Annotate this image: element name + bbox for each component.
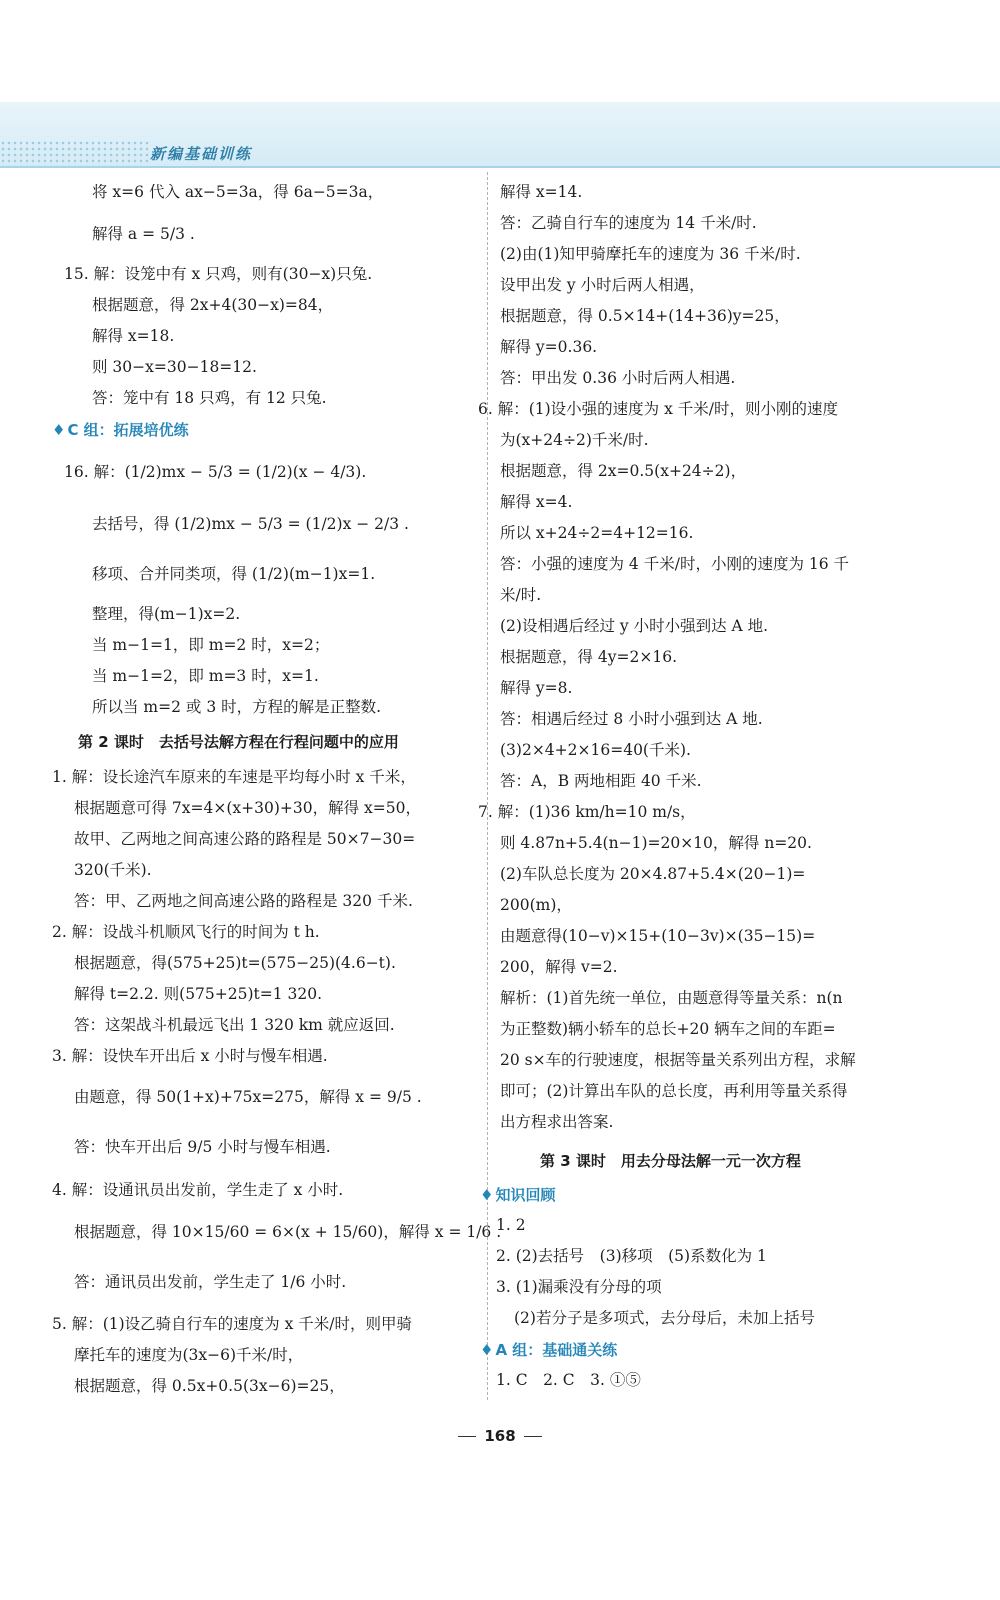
right-line: 出方程求出答案. [500,1113,614,1131]
right-line: 解得 x=4. [500,493,573,511]
right-line: 解得 x=14. [500,183,583,201]
right-line: 答：A，B 两地相距 40 千米. [500,772,702,790]
left-line: 摩托车的速度为(3x−6)千米/时， [74,1346,304,1364]
right-line: 米/时. [500,586,542,604]
left-line: 4. 解：设通讯员出发前，学生走了 x 小时. [52,1181,344,1199]
left-line: 当 m−1=2，即 m=3 时，x=1. [92,667,319,685]
right-line: 6. 解：(1)设小强的速度为 x 千米/时，则小刚的速度 [478,400,838,418]
right-line: 解得 y=0.36. [500,338,598,356]
right-line: 根据题意，得 2x=0.5(x+24÷2)， [500,462,747,480]
header-rule [0,166,1000,168]
left-line: 320(千米). [74,861,152,879]
left-line: 答：笼中有 18 只鸡，有 12 只兔. [92,389,327,407]
left-line: 则 30−x=30−18=12. [92,358,257,376]
right-line: 200(m)， [500,896,572,914]
right-line: 根据题意，得 4y=2×16. [500,648,678,666]
section-heading-review: ♦ 知识回顾 [480,1186,556,1204]
page-number [445,1427,555,1445]
lesson-heading-3: 第 3 课时 用去分母法解一元一次方程 [540,1152,801,1170]
section-heading-a: ♦ A 组：基础通关练 [480,1341,618,1359]
diamond-icon: ♦ [52,421,66,439]
right-line: 为(x+24÷2)千米/时. [500,431,649,449]
right-line: 答：甲出发 0.36 小时后两人相遇. [500,369,736,387]
right-line: 则 4.87n+5.4(n−1)=20×10，解得 n=20. [500,834,812,852]
right-line: 为正整数)辆小轿车的总长+20 辆车之间的车距= [500,1020,836,1038]
left-line: 整理，得(m−1)x=2. [92,605,241,623]
left-line: 答：甲、乙两地之间高速公路的路程是 320 千米. [74,892,413,910]
right-line: 根据题意，得 0.5×14+(14+36)y=25， [500,307,790,325]
left-line: 解得 x=18. [92,327,175,345]
right-line: 答：相遇后经过 8 小时小强到达 A 地. [500,710,763,728]
right-line: 即可；(2)计算出车队的总长度，再利用等量关系得 [500,1082,848,1100]
right-line: 解析：(1)首先统一单位，由题意得等量关系：n(n [500,989,843,1007]
left-line: 根据题意，得 10×15/60 = 6×(x + 15/60)，解得 x = 1/6 . [74,1223,502,1241]
right-line: 1. C 2. C 3. ①⑤ [496,1371,641,1389]
left-line: 根据题意，得 0.5x+0.5(3x−6)=25， [74,1377,345,1395]
diamond-icon: ♦ [480,1186,494,1204]
left-line: 5. 解：(1)设乙骑自行车的速度为 x 千米/时，则甲骑 [52,1315,412,1333]
header-dot-pattern [0,140,150,166]
left-line: 所以当 m=2 或 3 时，方程的解是正整数. [92,698,382,716]
left-line: 由题意，得 50(1+x)+75x=275，解得 x = 9/5 . [74,1088,422,1106]
right-line: 1. 2 [496,1216,526,1234]
left-line: 答：这架战斗机最远飞出 1 320 km 就应返回. [74,1016,395,1034]
left-line: 1. 解：设长途汽车原来的车速是平均每小时 x 千米， [52,768,416,786]
right-line: 解得 y=8. [500,679,573,697]
right-line: 200，解得 v=2. [500,958,618,976]
left-line: 2. 解：设战斗机顺风飞行的时间为 t h. [52,923,320,941]
left-line: 故甲、乙两地之间高速公路的路程是 50×7−30= [74,830,416,848]
left-line: 15. 解：设笼中有 x 只鸡，则有(30−x)只兔. [64,265,373,283]
left-line: 答：通讯员出发前，学生走了 1/6 小时. [74,1273,347,1291]
right-line: 7. 解：(1)36 km/h=10 m/s， [478,803,696,821]
right-line: 3. (1)漏乘没有分母的项 [496,1278,662,1296]
right-line: (2)若分子是多项式，去分母后，未加上括号 [514,1309,815,1327]
left-line: 根据题意，得 2x+4(30−x)=84， [92,296,334,314]
right-line: (2)设相遇后经过 y 小时小强到达 A 地. [500,617,769,635]
left-line: 根据题意，得(575+25)t=(575−25)(4.6−t). [74,954,396,972]
right-line: 设甲出发 y 小时后两人相遇， [500,276,705,294]
left-line: 解得 a = 5/3 . [92,225,195,243]
lesson-heading-2: 第 2 课时 去括号法解方程在行程问题中的应用 [78,733,399,751]
right-line: 由题意得(10−v)×15+(10−3v)×(35−15)= [500,927,816,945]
left-line: 16. 解：(1/2)mx − 5/3 = (1/2)(x − 4/3). [64,463,367,481]
right-line: (2)车队总长度为 20×4.87+5.4×(20−1)= [500,865,806,883]
left-line: 答：快车开出后 9/5 小时与慢车相遇. [74,1138,331,1156]
right-line: (3)2×4+2×16=40(千米). [500,741,691,759]
page-number-text: 168 [484,1427,516,1445]
section-heading-c: ♦ C 组：拓展培优练 [52,421,189,439]
left-line: 将 x=6 代入 ax−5=3a，得 6a−5=3a， [92,183,384,201]
left-line: 解得 t=2.2. 则(575+25)t=1 320. [74,985,323,1003]
diamond-icon: ♦ [480,1341,494,1359]
header-title: 新编基础训练 [150,145,253,163]
left-line: 3. 解：设快车开出后 x 小时与慢车相遇. [52,1047,328,1065]
right-line: 答：小强的速度为 4 千米/时，小刚的速度为 16 千 [500,555,850,573]
left-line: 当 m−1=1，即 m=2 时，x=2； [92,636,330,654]
right-line: 2. (2)去括号 (3)移项 (5)系数化为 1 [496,1247,767,1265]
right-line: 答：乙骑自行车的速度为 14 千米/时. [500,214,757,232]
right-line: 所以 x+24÷2=4+12=16. [500,524,694,542]
column-divider [487,172,489,1400]
left-line: 根据题意可得 7x=4×(x+30)+30，解得 x=50， [74,799,422,817]
right-line: (2)由(1)知甲骑摩托车的速度为 36 千米/时. [500,245,801,263]
right-line: 20 s×车的行驶速度，根据等量关系列出方程，求解 [500,1051,856,1069]
left-line: 去括号，得 (1/2)mx − 5/3 = (1/2)x − 2/3 . [92,515,409,533]
left-line: 移项、合并同类项，得 (1/2)(m−1)x=1. [92,565,376,583]
